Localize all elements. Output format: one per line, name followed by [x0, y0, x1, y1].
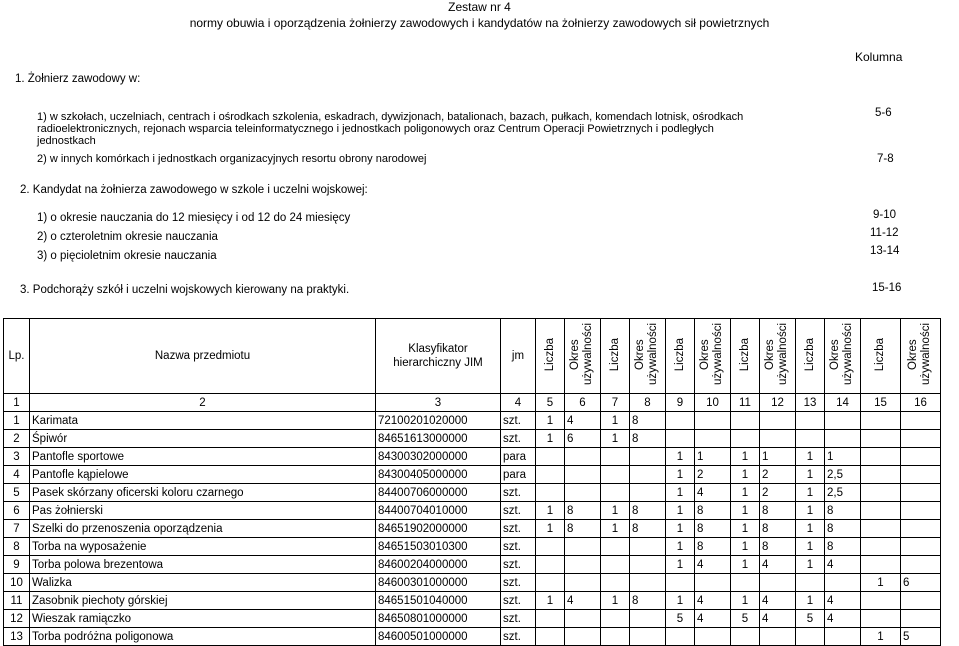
row-value: 1: [731, 502, 760, 520]
row-value: [861, 448, 901, 466]
row-lp: 1: [4, 412, 30, 430]
row-value: [760, 430, 796, 448]
row-value: 1: [666, 538, 695, 556]
section-1-item-1-line-1: 1) w szkołach, uczelniach, centrach i ośrodkach szkolenia, eskadrach, dywizjonach, batalionach, bazach, pułkach, komendach lotnisk, ośrodkach: [37, 111, 744, 123]
row-value: 4: [760, 556, 796, 574]
row-value: [861, 430, 901, 448]
row-jim-code: 84300405000000: [376, 466, 501, 484]
column-number-cell: 10: [695, 394, 731, 412]
row-value: 8: [695, 538, 731, 556]
section-1-item-2: 2) w innych komórkach i jednostkach organizacyjnych resortu obrony narodowej: [37, 153, 427, 165]
row-value: [861, 412, 901, 430]
row-value: [861, 484, 901, 502]
row-value: [630, 448, 666, 466]
table-row: [4, 430, 941, 448]
row-value: 1: [796, 466, 825, 484]
row-lp: 8: [4, 538, 30, 556]
row-jim-code: 84600501000000: [376, 628, 501, 646]
column-number-cell: 5: [536, 394, 565, 412]
row-value: [666, 574, 695, 592]
row-value: [825, 430, 861, 448]
row-value: [536, 574, 565, 592]
row-value: 8: [565, 520, 601, 538]
table-row: [4, 448, 941, 466]
row-lp: 4: [4, 466, 30, 484]
header-liczba-5: Liczba: [796, 319, 825, 394]
row-item-name: Wieszak ramiączko: [30, 610, 376, 628]
row-value: 1: [666, 592, 695, 610]
row-value: [601, 538, 630, 556]
row-value: 8: [695, 502, 731, 520]
row-value: [565, 574, 601, 592]
row-lp: 5: [4, 484, 30, 502]
row-value: [565, 538, 601, 556]
row-value: [731, 574, 760, 592]
row-value: 4: [695, 484, 731, 502]
row-value: 1: [731, 484, 760, 502]
row-lp: 12: [4, 610, 30, 628]
section-2-item-2-column: 11-12: [870, 227, 899, 239]
row-value: [536, 610, 565, 628]
row-lp: 7: [4, 520, 30, 538]
row-item-name: Pas żołnierski: [30, 502, 376, 520]
row-unit: para: [501, 448, 536, 466]
row-jim-code: 84600204000000: [376, 556, 501, 574]
row-value: [666, 430, 695, 448]
row-jim-code: 84651613000000: [376, 430, 501, 448]
row-value: 1: [861, 574, 901, 592]
header-okres-3: Okres używalności: [695, 319, 731, 394]
row-value: 8: [630, 502, 666, 520]
row-value: 6: [565, 430, 601, 448]
header-liczba-4: Liczba: [731, 319, 760, 394]
row-unit: szt.: [501, 556, 536, 574]
row-value: 8: [695, 520, 731, 538]
row-value: 8: [630, 412, 666, 430]
row-value: 5: [731, 610, 760, 628]
row-value: [901, 538, 941, 556]
row-value: 1: [825, 448, 861, 466]
header-liczba-3: Liczba: [666, 319, 695, 394]
section-1-item-1-column: 5-6: [875, 107, 892, 119]
row-value: 1: [601, 412, 630, 430]
row-value: 8: [760, 520, 796, 538]
row-value: 8: [825, 520, 861, 538]
row-lp: 2: [4, 430, 30, 448]
section-2-title: 2. Kandydat na żołnierza zawodowego w szkole i uczelni wojskowej:: [20, 184, 368, 196]
row-value: 8: [630, 430, 666, 448]
row-unit: szt.: [501, 430, 536, 448]
table-row: [4, 574, 941, 592]
row-value: 1: [731, 448, 760, 466]
section-2-item-3-column: 13-14: [870, 245, 900, 257]
row-value: 1: [796, 556, 825, 574]
table-row: [4, 610, 941, 628]
header-okres-5: Okres używalności: [825, 319, 861, 394]
column-number-cell: 4: [501, 394, 536, 412]
header-liczba-1: Liczba: [536, 319, 565, 394]
row-jim-code: 84400706000000: [376, 484, 501, 502]
row-value: 6: [901, 574, 941, 592]
row-value: [630, 538, 666, 556]
row-item-name: Pantofle sportowe: [30, 448, 376, 466]
row-lp: 6: [4, 502, 30, 520]
column-number-cell: 2: [30, 394, 376, 412]
row-value: [901, 448, 941, 466]
row-value: 8: [825, 502, 861, 520]
section-2-item-1: 1) o okresie nauczania do 12 miesięcy i od 12 do 24 miesięcy: [37, 212, 351, 224]
row-value: [565, 484, 601, 502]
row-value: 1: [760, 448, 796, 466]
row-value: 1: [695, 448, 731, 466]
row-value: 1: [536, 520, 565, 538]
section-3-column: 15-16: [872, 282, 902, 294]
row-value: 1: [796, 448, 825, 466]
header-liczba-2: Liczba: [601, 319, 630, 394]
row-lp: 13: [4, 628, 30, 646]
row-value: [601, 448, 630, 466]
row-value: [901, 610, 941, 628]
row-unit: para: [501, 466, 536, 484]
header-jm: jm: [501, 319, 536, 394]
row-value: [695, 430, 731, 448]
row-value: [601, 484, 630, 502]
row-value: [601, 466, 630, 484]
row-value: [731, 430, 760, 448]
row-value: [901, 466, 941, 484]
row-value: [630, 574, 666, 592]
row-unit: szt.: [501, 412, 536, 430]
column-number-cell: 11: [731, 394, 760, 412]
row-unit: szt.: [501, 484, 536, 502]
column-number-cell: 8: [630, 394, 666, 412]
row-value: [695, 574, 731, 592]
section-1-title: 1. Żołnierz zawodowy w:: [15, 73, 141, 85]
row-value: [695, 412, 731, 430]
row-value: [861, 466, 901, 484]
header-liczba-6: Liczba: [861, 319, 901, 394]
row-value: [825, 412, 861, 430]
row-value: [536, 538, 565, 556]
row-value: 1: [666, 502, 695, 520]
row-item-name: Torba podróżna poligonowa: [30, 628, 376, 646]
row-value: 2,5: [825, 484, 861, 502]
column-number-cell: 6: [565, 394, 601, 412]
row-value: 2: [760, 484, 796, 502]
section-3-title: 3. Podchorąży szkół i uczelni wojskowych kierowany na praktyki.: [20, 284, 350, 296]
row-value: [901, 592, 941, 610]
row-value: 1: [666, 556, 695, 574]
section-2-item-2: 2) o czteroletnim okresie nauczania: [37, 231, 218, 243]
row-value: 1: [861, 628, 901, 646]
row-value: 4: [825, 556, 861, 574]
row-item-name: Torba polowa brezentowa: [30, 556, 376, 574]
table-row: [4, 412, 941, 430]
row-item-name: Śpiwór: [30, 430, 376, 448]
row-item-name: Szelki do przenoszenia oporządzenia: [30, 520, 376, 538]
row-value: 4: [565, 412, 601, 430]
row-item-name: Torba na wyposażenie: [30, 538, 376, 556]
row-value: [861, 520, 901, 538]
row-value: [901, 502, 941, 520]
row-item-name: Pantofle kąpielowe: [30, 466, 376, 484]
row-unit: szt.: [501, 628, 536, 646]
row-value: [536, 484, 565, 502]
row-value: 1: [796, 520, 825, 538]
row-value: [630, 466, 666, 484]
row-value: 1: [666, 520, 695, 538]
row-value: 8: [760, 538, 796, 556]
header-okres-4: Okres używalności: [760, 319, 796, 394]
section-1-item-1-line-2: radioelektronicznych, rejonach wsparcia teleinformatycznego i jednostkach poligonowych oraz Centrum Operacji Powietrznych i podległych: [37, 123, 714, 135]
row-value: [901, 484, 941, 502]
row-value: [565, 610, 601, 628]
row-value: 1: [666, 466, 695, 484]
row-value: [901, 430, 941, 448]
row-value: 4: [760, 610, 796, 628]
row-value: 1: [601, 592, 630, 610]
row-value: 8: [630, 520, 666, 538]
row-value: [861, 592, 901, 610]
row-lp: 10: [4, 574, 30, 592]
row-value: [861, 538, 901, 556]
column-number-cell: 15: [861, 394, 901, 412]
column-number-row: [4, 394, 941, 412]
row-value: [760, 574, 796, 592]
table-row: [4, 592, 941, 610]
row-item-name: Walizka: [30, 574, 376, 592]
row-value: 1: [601, 520, 630, 538]
row-unit: szt.: [501, 592, 536, 610]
section-1-item-1-line-3: jednostkach: [37, 135, 96, 147]
table-row: [4, 466, 941, 484]
row-value: 1: [731, 556, 760, 574]
column-number-cell: 16: [901, 394, 941, 412]
row-value: [601, 556, 630, 574]
row-unit: szt.: [501, 574, 536, 592]
row-lp: 3: [4, 448, 30, 466]
row-value: [901, 412, 941, 430]
row-value: [796, 412, 825, 430]
row-value: 4: [695, 556, 731, 574]
row-value: 4: [695, 592, 731, 610]
row-value: 8: [760, 502, 796, 520]
row-value: [731, 412, 760, 430]
row-value: 4: [760, 592, 796, 610]
row-value: 1: [666, 448, 695, 466]
row-jim-code: 84650801000000: [376, 610, 501, 628]
row-value: 2: [760, 466, 796, 484]
row-jim-code: 84651501040000: [376, 592, 501, 610]
row-value: [536, 448, 565, 466]
row-value: 2,5: [825, 466, 861, 484]
row-value: [861, 610, 901, 628]
row-value: 1: [731, 520, 760, 538]
section-2-item-3: 3) o pięcioletnim okresie nauczania: [37, 250, 217, 262]
row-value: [601, 574, 630, 592]
header-name: Nazwa przedmiotu: [30, 319, 376, 394]
column-number-cell: 3: [376, 394, 501, 412]
row-value: [901, 520, 941, 538]
column-number-cell: 12: [760, 394, 796, 412]
row-jim-code: 84300302000000: [376, 448, 501, 466]
row-value: 8: [565, 502, 601, 520]
row-jim-code: 84400704010000: [376, 502, 501, 520]
row-value: [601, 610, 630, 628]
row-jim-code: 84651902000000: [376, 520, 501, 538]
row-item-name: Zasobnik piechoty górskiej: [30, 592, 376, 610]
row-value: 1: [796, 592, 825, 610]
column-number-cell: 9: [666, 394, 695, 412]
row-unit: szt.: [501, 502, 536, 520]
row-value: [666, 412, 695, 430]
column-number-cell: 14: [825, 394, 861, 412]
row-value: 1: [601, 430, 630, 448]
row-value: 1: [536, 592, 565, 610]
row-value: 5: [901, 628, 941, 646]
row-value: 1: [731, 592, 760, 610]
header-lp: Lp.: [4, 319, 30, 394]
row-value: 5: [666, 610, 695, 628]
row-jim-code: 84651503010300: [376, 538, 501, 556]
row-value: 1: [666, 484, 695, 502]
header-okres-2: Okres używalności: [630, 319, 666, 394]
row-jim-code: 72100201020000: [376, 412, 501, 430]
row-value: [901, 556, 941, 574]
row-value: 4: [695, 610, 731, 628]
row-value: 4: [565, 592, 601, 610]
row-value: [861, 502, 901, 520]
row-unit: szt.: [501, 610, 536, 628]
table-header-row: [4, 319, 941, 394]
row-value: 1: [796, 538, 825, 556]
row-jim-code: 84600301000000: [376, 574, 501, 592]
header-klasyfikator: Klasyfikator hierarchiczny JIM: [376, 319, 501, 394]
row-value: 2: [695, 466, 731, 484]
column-number-cell: 13: [796, 394, 825, 412]
row-value: [630, 484, 666, 502]
row-value: 1: [601, 502, 630, 520]
page-subtitle: normy obuwia i oporządzenia żołnierzy zawodowych i kandydatów na żołnierzy zawodowych sił powietrznych: [189, 16, 770, 30]
row-value: 1: [796, 502, 825, 520]
row-unit: szt.: [501, 538, 536, 556]
row-value: 1: [536, 412, 565, 430]
table-row: [4, 538, 941, 556]
row-value: [760, 412, 796, 430]
row-lp: 11: [4, 592, 30, 610]
row-value: 1: [796, 484, 825, 502]
column-number-cell: 7: [601, 394, 630, 412]
section-1-item-2-column: 7-8: [877, 153, 894, 165]
section-2-item-1-column: 9-10: [873, 209, 897, 221]
row-value: 8: [630, 592, 666, 610]
row-value: 8: [825, 538, 861, 556]
row-value: [565, 466, 601, 484]
row-value: [565, 448, 601, 466]
row-lp: 9: [4, 556, 30, 574]
row-value: [796, 430, 825, 448]
row-value: [565, 556, 601, 574]
row-value: 1: [536, 430, 565, 448]
table-row: [4, 484, 941, 502]
row-value: [796, 574, 825, 592]
header-okres-6: Okres używalności: [901, 319, 941, 394]
row-value: [630, 556, 666, 574]
page-title: Zestaw nr 4: [448, 0, 511, 14]
row-value: [536, 466, 565, 484]
row-value: [536, 556, 565, 574]
row-value: 4: [825, 592, 861, 610]
column-number-cell: 1: [4, 394, 30, 412]
header-okres-1: Okres używalności: [565, 319, 601, 394]
row-item-name: Karimata: [30, 412, 376, 430]
row-unit: szt.: [501, 520, 536, 538]
kolumna-label: Kolumna: [855, 50, 903, 64]
table-row: [4, 520, 941, 538]
table-row: [4, 502, 941, 520]
items-table: [3, 318, 941, 646]
row-value: 5: [796, 610, 825, 628]
row-value: 1: [731, 466, 760, 484]
row-value: 4: [825, 610, 861, 628]
row-value: [630, 610, 666, 628]
row-value: 1: [731, 538, 760, 556]
row-value: 1: [536, 502, 565, 520]
row-value: [861, 556, 901, 574]
row-value: [825, 574, 861, 592]
table-row: [4, 556, 941, 574]
row-item-name: Pasek skórzany oficerski koloru czarnego: [30, 484, 376, 502]
